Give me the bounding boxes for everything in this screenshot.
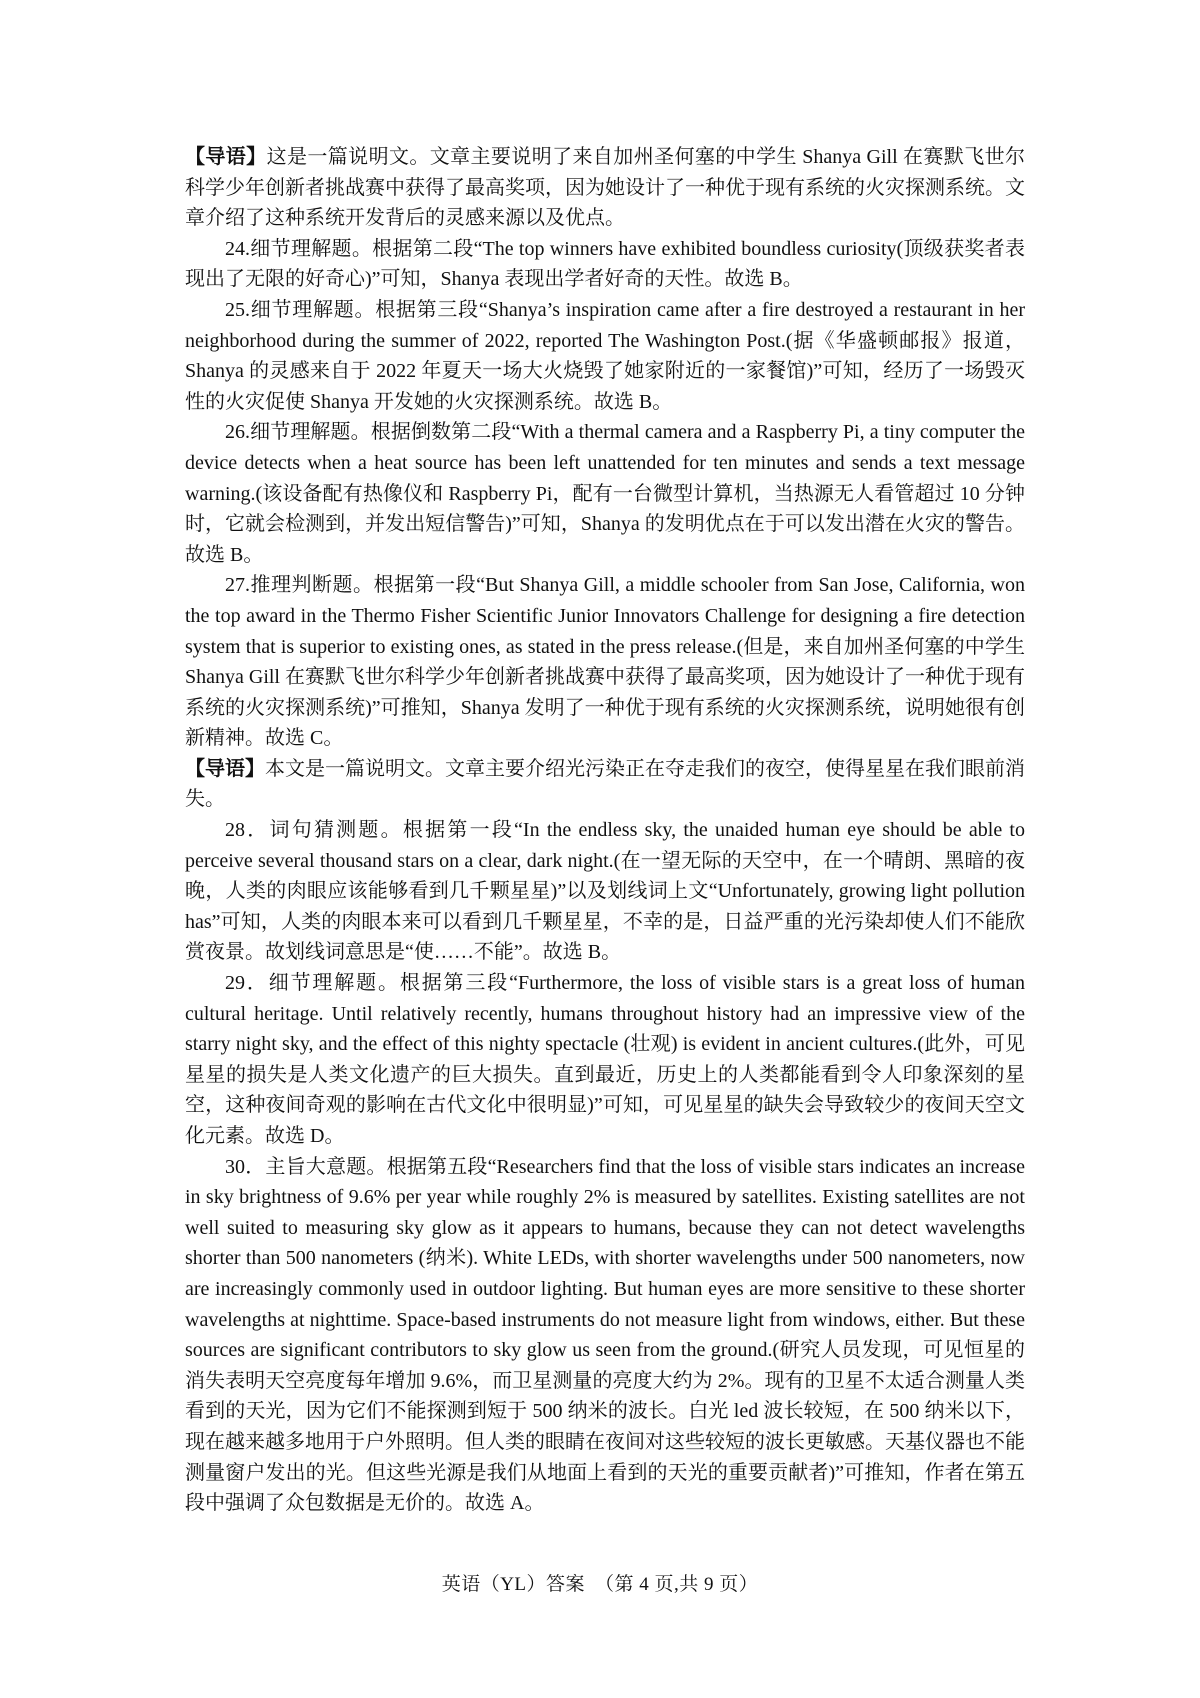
answer-25: 25.细节理解题。根据第三段“Shanya’s inspiration came after a fire destroyed a restaurant in her neighborhood during the summer of 2022, reported The Washington Post.(据《华盛顿邮报》报道，Shanya 的灵感来自于 2022 年夏天一场大火烧毁了她家附近的一家餐馆)”可知，经历了一场毁灭性的火灾促使 Shanya 开发她的火灾探测系统。故选 B。	[185, 298, 1025, 413]
answer-30: 30．主旨大意题。根据第五段“Researchers find that the loss of visible stars indicates an increase in sky brightness of 9.6% per year while roughly 2% is measured by satellites. Existing satellites are not well suited to measuring sky glow as it appears to humans, because they can not detect wavelengths shorter than 500 nanometers (纳米). White LEDs, with shorter wavelengths under 500 nanometers, now are increasingly commonly used in outdoor lighting. But human eyes are more sensitive to these shorter wavelengths at nighttime. Space-based instruments do not measure light from windows, either. But these sources are significant contributors to sky glow us seen from the ground.(研究人员发现，可见恒星的消失表明天空亮度每年增加 9.6%，而卫星测量的亮度大约为 2%。现有的卫星不太适合测量人类看到的天光，因为它们不能探测到短于 500 纳米的波长。白光 led 波长较短，在 500 纳米以下，现在越来越多地用于户外照明。但人类的眼睛在夜间对这些较短的波长更敏感。天基仪器也不能测量窗户发出的光。但这些光源是我们从地面上看到的天光的重要贡献者)”可推知，作者在第五段中强调了众包数据是无价的。故选 A。	[185, 1155, 1025, 1515]
intro-text: 这是一篇说明文。文章主要说明了来自加州圣何塞的中学生 Shanya Gill 在赛默飞世尔科学少年创新者挑战赛中获得了最高奖项，因为她设计了一种优于现有系统的火灾探测系统。文章介绍了这种系统开发背后的灵感来源以及优点。	[185, 146, 1026, 230]
intro-text: 本文是一篇说明文。文章主要介绍光污染正在夺走我们的夜空，使得星星在我们眼前消失。	[185, 757, 1025, 811]
intro-tag: 【导语】	[185, 146, 267, 168]
answer-27: 27.推理判断题。根据第一段“But Shanya Gill, a middle schooler from San Jose, California, won the top award in the Thermo Fisher Scientific Junior Innovators Challenge for designing a fire detection system that is superior to existing ones, as stated in the press release.(但是，来自加州圣何塞的中学生 Shanya Gill 在赛默飞世尔科学少年创新者挑战赛中获得了最高奖项，因为她设计了一种优于现有系统的火灾探测系统)”可推知，Shanya 发明了一种优于现有系统的火灾探测系统，说明她很有创新精神。故选 C。	[185, 574, 1025, 750]
intro-paragraph-2	[185, 754, 1025, 815]
answer-24: 24.细节理解题。根据第二段“The top winners have exhibited boundless curiosity(顶级获奖者表现出了无限的好奇心)”可知，Shanya 表现出学者好奇的天性。故选 B。	[185, 237, 1025, 291]
answer-28: 28．词句猜测题。根据第一段“In the endless sky, the unaided human eye should be able to perceive several thousand stars on a clear, dark night.(在一望无际的天空中，在一个晴朗、黑暗的夜晚，人类的肉眼应该能够看到几千颗星星)”以及划线词上文“Unfortunately, growing light pollution has”可知，人类的肉眼本来可以看到几千颗星星，不幸的是，日益严重的光污染却使人们不能欣赏夜景。故划线词意思是“使……不能”。故选 B。	[185, 819, 1025, 964]
intro-tag: 【导语】	[185, 757, 265, 780]
intro-paragraph-1	[185, 142, 1025, 234]
answer-29: 29．细节理解题。根据第三段“Furthermore, the loss of visible stars is a great loss of human cultural heritage. Until relatively recently, humans throughout history had an impressive view of the starry night sky, and the effect of this nighty spectacle (壮观) is evident in ancient cultures.(此外，可见星星的损失是人类文化遗产的巨大损失。直到最近，历史上的人类都能看到令人印象深刻的星空，这种夜间奇观的影响在古代文化中很明显)”可知，可见星星的缺失会导致较少的夜间天空文化元素。故选 D。	[185, 972, 1025, 1147]
page-footer: 英语（YL）答案 （第 4 页,共 9 页）	[441, 1574, 759, 1595]
answer-26: 26.细节理解题。根据倒数第二段“With a thermal camera and a Raspberry Pi, a tiny computer the device detects when a heat source has been left unattended for ten minutes and sends a text message warning.(该设备配有热像仪和 Raspberry Pi，配有一台微型计算机，当热源无人看管超过 10 分钟时，它就会检测到，并发出短信警告)”可知，Shanya 的发明优点在于可以发出潜在火灾的警告。故选 B。	[185, 421, 1025, 566]
document-body	[185, 142, 1025, 1519]
